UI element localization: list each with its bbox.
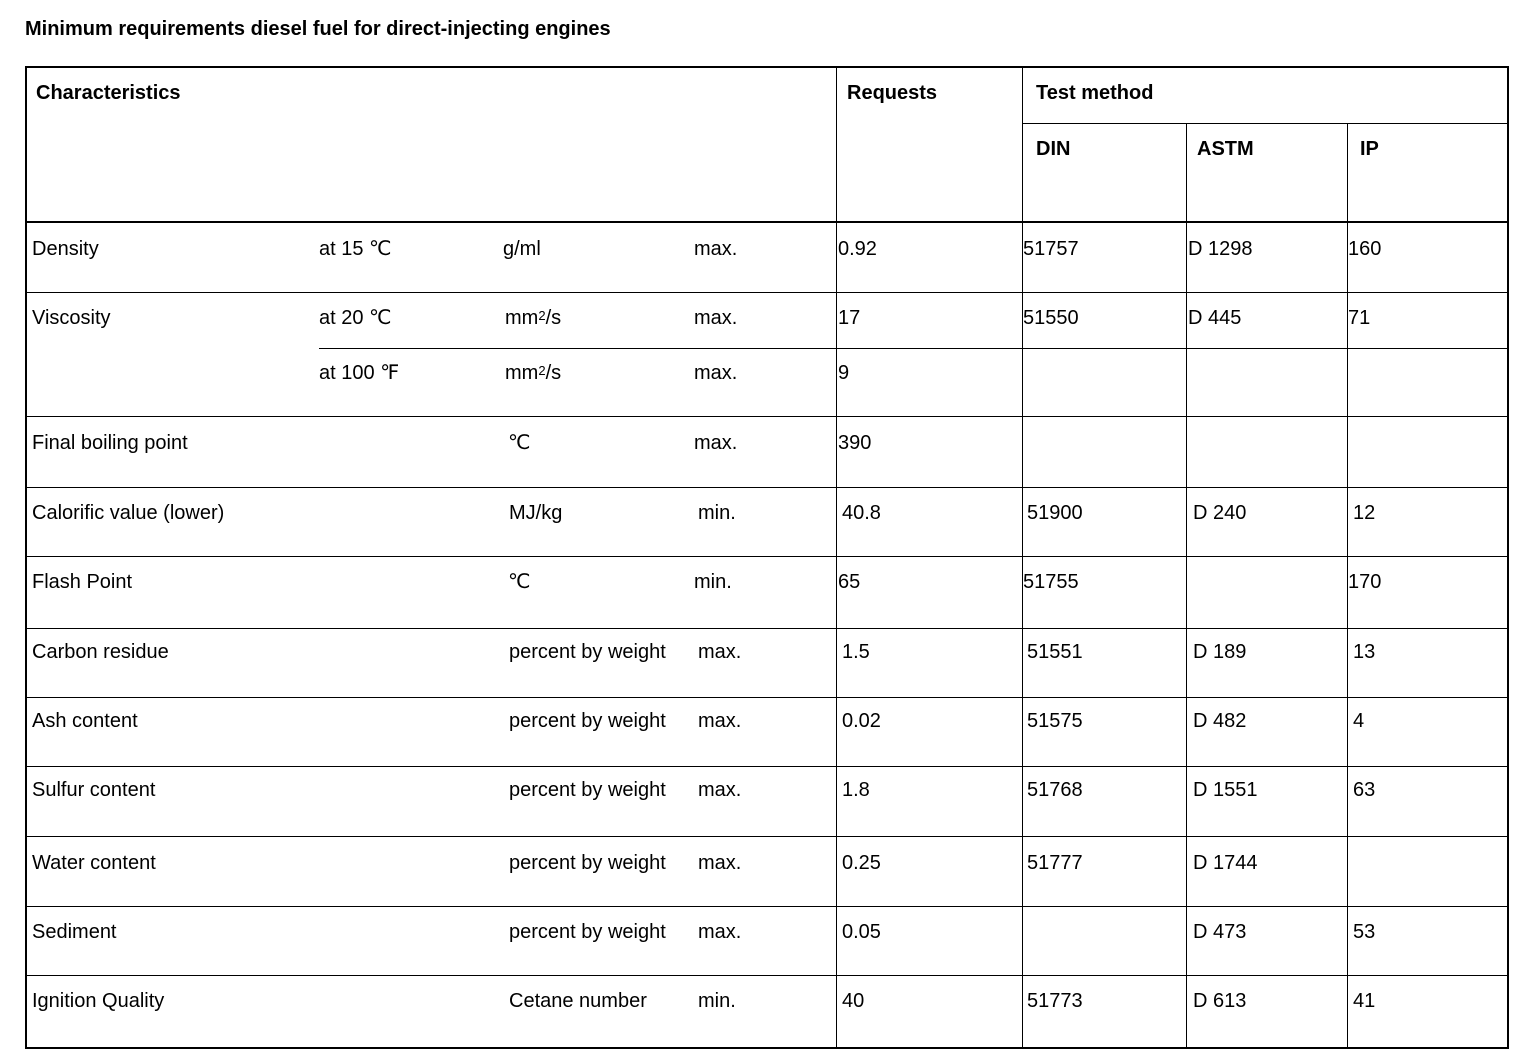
cell-limit: max. <box>698 710 742 732</box>
row-separator <box>25 628 1509 629</box>
cell-astm: D 473 <box>1193 921 1247 943</box>
header-din: DIN <box>1036 138 1071 160</box>
table-bottom-border <box>25 1047 1509 1049</box>
cell-unit: ℃ <box>508 571 531 593</box>
cell-unit: Cetane number <box>509 990 647 1012</box>
header-bottom-border <box>25 221 1509 223</box>
row-separator <box>25 906 1509 907</box>
col-divider-requests <box>836 66 837 1048</box>
row-separator <box>25 487 1509 488</box>
cell-value: 40.8 <box>842 502 881 524</box>
cell-characteristic: Sediment <box>32 921 117 943</box>
cell-din: 51551 <box>1027 641 1083 663</box>
cell-ip: 170 <box>1348 571 1382 593</box>
cell-value: 65 <box>838 571 861 593</box>
cell-din: 51575 <box>1027 710 1083 732</box>
cell-value: 0.25 <box>842 852 881 874</box>
cell-din: 51768 <box>1027 779 1083 801</box>
header-ip: IP <box>1360 138 1379 160</box>
cell-characteristic: Viscosity <box>32 307 111 329</box>
row-separator <box>25 975 1509 976</box>
cell-limit: max. <box>694 307 738 329</box>
cell-astm: D 1298 <box>1188 238 1253 260</box>
cell-value: 40 <box>842 990 865 1012</box>
row-separator <box>25 416 1509 417</box>
col-divider-astm <box>1186 123 1187 1048</box>
cell-ip: 71 <box>1348 307 1371 329</box>
cell-limit: max. <box>698 852 742 874</box>
header-astm: ASTM <box>1197 138 1254 160</box>
table-left-border <box>25 66 27 1049</box>
row-separator <box>25 556 1509 557</box>
cell-ip: 160 <box>1348 238 1382 260</box>
cell-unit: ℃ <box>508 432 531 454</box>
cell-astm: D 613 <box>1193 990 1247 1012</box>
cell-din: 51757 <box>1023 238 1079 260</box>
cell-astm: D 189 <box>1193 641 1247 663</box>
cell-astm: D 1744 <box>1193 852 1258 874</box>
cell-characteristic: Carbon residue <box>32 641 169 663</box>
header-requests: Requests <box>847 82 938 104</box>
cell-unit: percent by weight <box>509 641 666 663</box>
cell-din: 51550 <box>1023 307 1079 329</box>
cell-limit: min. <box>698 502 736 524</box>
cell-ip: 12 <box>1353 502 1376 524</box>
header-test-method: Test method <box>1036 82 1154 104</box>
cell-limit: max. <box>698 921 742 943</box>
cell-characteristic: Sulfur content <box>32 779 156 801</box>
cell-astm: D 445 <box>1188 307 1242 329</box>
cell-condition: at 100 ℉ <box>319 362 400 384</box>
cell-limit: min. <box>694 571 732 593</box>
cell-unit: percent by weight <box>509 779 666 801</box>
cell-ip: 4 <box>1353 710 1365 732</box>
row-separator <box>25 292 1509 293</box>
col-divider-din <box>1022 66 1023 1048</box>
cell-value: 0.05 <box>842 921 881 943</box>
cell-ip: 53 <box>1353 921 1376 943</box>
cell-value: 1.5 <box>842 641 870 663</box>
cell-limit: min. <box>698 990 736 1012</box>
cell-limit: max. <box>698 641 742 663</box>
cell-value: 0.02 <box>842 710 881 732</box>
table-top-border <box>25 66 1509 68</box>
cell-ip: 63 <box>1353 779 1376 801</box>
table-right-border <box>1507 66 1509 1049</box>
cell-unit: MJ/kg <box>509 502 563 524</box>
cell-din: 51773 <box>1027 990 1083 1012</box>
cell-value: 9 <box>838 362 850 384</box>
row-separator <box>25 836 1509 837</box>
cell-din: 51777 <box>1027 852 1083 874</box>
row-separator-partial <box>319 348 1509 349</box>
cell-characteristic: Ignition Quality <box>32 990 165 1012</box>
cell-condition: at 20 ℃ <box>319 307 392 329</box>
cell-unit: percent by weight <box>509 921 666 943</box>
cell-value: 1.8 <box>842 779 870 801</box>
cell-limit: max. <box>698 779 742 801</box>
cell-ip: 41 <box>1353 990 1376 1012</box>
cell-unit: percent by weight <box>509 710 666 732</box>
cell-value: 17 <box>838 307 861 329</box>
cell-ip: 13 <box>1353 641 1376 663</box>
cell-condition: at 15 ℃ <box>319 238 392 260</box>
cell-characteristic: Density <box>32 238 99 260</box>
test-method-divider <box>1022 123 1508 124</box>
cell-din: 51900 <box>1027 502 1083 524</box>
cell-limit: max. <box>694 238 738 260</box>
cell-characteristic: Final boiling point <box>32 432 188 454</box>
cell-limit: max. <box>694 432 738 454</box>
header-characteristics: Characteristics <box>36 82 181 104</box>
cell-unit: percent by weight <box>509 852 666 874</box>
cell-unit: g/ml <box>503 238 541 260</box>
cell-astm: D 1551 <box>1193 779 1258 801</box>
cell-astm: D 240 <box>1193 502 1247 524</box>
cell-value: 390 <box>838 432 872 454</box>
row-separator <box>25 766 1509 767</box>
cell-value: 0.92 <box>838 238 877 260</box>
cell-characteristic: Flash Point <box>32 571 133 593</box>
cell-characteristic: Calorific value (lower) <box>32 502 225 524</box>
cell-astm: D 482 <box>1193 710 1247 732</box>
cell-characteristic: Water content <box>32 852 156 874</box>
cell-din: 51755 <box>1023 571 1079 593</box>
cell-unit: $mm^2/s$ <box>505 362 562 384</box>
row-separator <box>25 697 1509 698</box>
cell-characteristic: Ash content <box>32 710 138 732</box>
document-title: Minimum requirements diesel fuel for direct-injecting engines <box>25 18 611 40</box>
cell-unit: $mm^2/s$ <box>505 307 562 329</box>
cell-limit: max. <box>694 362 738 384</box>
